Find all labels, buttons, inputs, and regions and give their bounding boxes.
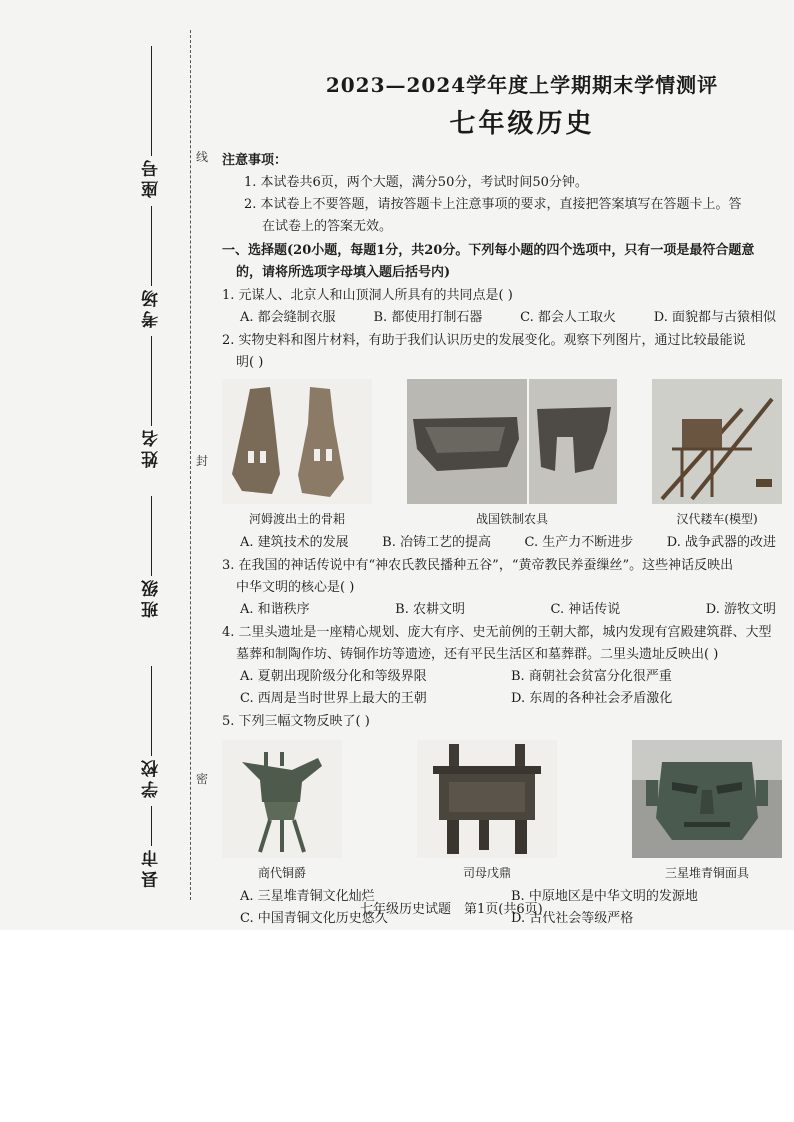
notes-heading: 注意事项： bbox=[222, 153, 288, 168]
field-seat-number bbox=[134, 40, 168, 198]
seed-drill-image bbox=[652, 379, 782, 504]
option-d[interactable]: D. 古代社会等级严格 bbox=[511, 911, 634, 926]
page-footer: 七年级历史试题 第1页(共6页) bbox=[360, 902, 543, 917]
question-5-figures bbox=[222, 739, 782, 884]
option-d[interactable]: D. 战争武器的改进 bbox=[666, 535, 776, 550]
figure-bronze-jue bbox=[222, 740, 342, 884]
note-item: 在试卷上的答案无效。 bbox=[262, 219, 393, 234]
option-c[interactable]: C. 生产力不断进步 bbox=[524, 535, 634, 550]
question-3 bbox=[222, 555, 782, 621]
figure-caption: 司母戊鼎 bbox=[462, 866, 511, 880]
figure-iron-tools bbox=[407, 379, 617, 530]
section-heading-line: 一、选择题(20小题，每题1分，共20分。下列每小题的四个选项中，只有一项是最符合题意 bbox=[222, 243, 755, 258]
seal-dashed-line bbox=[190, 30, 191, 900]
question-2-figures bbox=[222, 380, 782, 530]
question-stem: 5. 下列三幅文物反映了( ) bbox=[222, 714, 370, 729]
option-d[interactable]: D. 游牧文明 bbox=[705, 602, 776, 617]
option-b[interactable]: B. 商朝社会贫富分化很严重 bbox=[511, 669, 672, 684]
option-a[interactable]: A. 三星堆青铜文化灿烂 bbox=[240, 889, 375, 904]
field-fill-line bbox=[151, 666, 152, 756]
field-label: 姓名 bbox=[141, 426, 162, 468]
option-a[interactable]: A. 夏朝出现阶级分化和等级界限 bbox=[240, 669, 427, 684]
figure-caption: 汉代耧车(模型) bbox=[676, 512, 758, 526]
question-stem: 3. 在我国的神话传说中有“神农氏教民播种五谷”，“黄帝教民养蚕缫丝”。这些神话反映出 bbox=[222, 558, 734, 573]
question-options bbox=[222, 666, 782, 710]
figure-sanxingdui-mask bbox=[632, 740, 782, 884]
field-class bbox=[134, 490, 168, 618]
option-b[interactable]: B. 农耕文明 bbox=[395, 602, 465, 617]
option-d[interactable]: D. 面貌都与古猿相似 bbox=[653, 310, 776, 325]
section-heading-line: 的，请将所选项字母填入题后括号内) bbox=[236, 265, 451, 280]
question-4 bbox=[222, 622, 782, 710]
figure-caption: 商代铜爵 bbox=[257, 866, 306, 880]
question-options bbox=[222, 532, 782, 554]
field-label: 县市 bbox=[141, 846, 162, 888]
seal-mark-line: 线 bbox=[196, 150, 209, 164]
question-1 bbox=[222, 285, 782, 329]
figure-simuwu-ding bbox=[417, 740, 557, 884]
figure-caption: 三星堆青铜面具 bbox=[664, 866, 749, 880]
question-stem: 墓葬和制陶作坊、铸铜作坊等遗迹，还有平民生活区和墓葬群。二里头遗址反映出( ) bbox=[236, 647, 719, 662]
field-fill-line bbox=[151, 206, 152, 286]
question-stem: 1. 元谋人、北京人和山顶洞人所具有的共同点是( ) bbox=[222, 288, 513, 303]
option-c[interactable]: C. 中国青铜文化历史悠久 bbox=[240, 911, 388, 926]
exam-title: 2023—2024学年度上学期期末学情测评 bbox=[325, 73, 719, 97]
option-a[interactable]: A. 建筑技术的发展 bbox=[240, 535, 349, 550]
seal-mark-secret: 密 bbox=[196, 772, 209, 786]
bone-spade-image bbox=[222, 379, 372, 504]
note-item: 1. 本试卷共6页，两个大题，满分50分，考试时间50分钟。 bbox=[244, 175, 588, 190]
question-stem: 2. 实物史料和图片材料，有助于我们认识历史的发展变化。观察下列图片，通过比较最能说 bbox=[222, 333, 746, 348]
figure-caption: 战国铁制农具 bbox=[475, 512, 548, 526]
option-b[interactable]: B. 冶铸工艺的提高 bbox=[382, 535, 491, 550]
exam-content bbox=[222, 70, 782, 930]
field-fill-line bbox=[151, 46, 152, 156]
field-fill-line bbox=[151, 496, 152, 576]
option-a[interactable]: A. 和谐秩序 bbox=[240, 602, 310, 617]
question-stem: 明( ) bbox=[236, 355, 264, 370]
field-school bbox=[134, 660, 168, 798]
option-c[interactable]: C. 神话传说 bbox=[550, 602, 621, 617]
field-name bbox=[134, 330, 168, 468]
field-fill-line bbox=[151, 336, 152, 426]
figure-bone-spade bbox=[222, 379, 372, 530]
question-options bbox=[222, 307, 782, 329]
option-b[interactable]: B. 都使用打制石器 bbox=[373, 310, 483, 325]
simuwu-ding-image bbox=[417, 740, 557, 858]
section-heading bbox=[222, 240, 782, 284]
figure-seed-drill bbox=[652, 379, 782, 530]
question-2 bbox=[222, 330, 782, 554]
sanxingdui-mask-image bbox=[632, 740, 782, 858]
iron-tools-image bbox=[407, 379, 617, 504]
option-b[interactable]: B. 中原地区是中华文明的发源地 bbox=[511, 889, 698, 904]
option-a[interactable]: A. 都会缝制衣服 bbox=[240, 310, 336, 325]
field-label: 考场 bbox=[141, 286, 162, 328]
field-label: 座号 bbox=[141, 156, 162, 198]
question-options bbox=[222, 599, 782, 621]
figure-caption: 河姆渡出土的骨耜 bbox=[248, 512, 345, 526]
question-stem: 中华文明的核心是( ) bbox=[236, 580, 355, 595]
field-exam-room bbox=[134, 200, 168, 328]
binding-strip bbox=[0, 0, 209, 930]
field-county-city bbox=[134, 800, 168, 888]
seal-mark-seal: 封 bbox=[196, 454, 209, 468]
option-c[interactable]: C. 都会人工取火 bbox=[520, 310, 616, 325]
note-item: 2. 本试卷上不要答题，请按答题卡上注意事项的要求，直接把答案填写在答题卡上。答 bbox=[244, 197, 742, 212]
field-fill-line bbox=[151, 806, 152, 846]
option-c[interactable]: C. 西周是当时世界上最大的王朝 bbox=[240, 691, 427, 706]
exam-subject: 七年级历史 bbox=[449, 109, 595, 139]
question-stem: 4. 二里头遗址是一座精心规划、庞大有序、史无前例的王朝大都，城内发现有宫殿建筑群、大型 bbox=[222, 625, 772, 640]
field-label: 班级 bbox=[141, 576, 162, 618]
bronze-jue-image bbox=[222, 740, 342, 858]
option-d[interactable]: D. 东周的各种社会矛盾激化 bbox=[511, 691, 673, 706]
field-label: 学校 bbox=[141, 756, 162, 798]
